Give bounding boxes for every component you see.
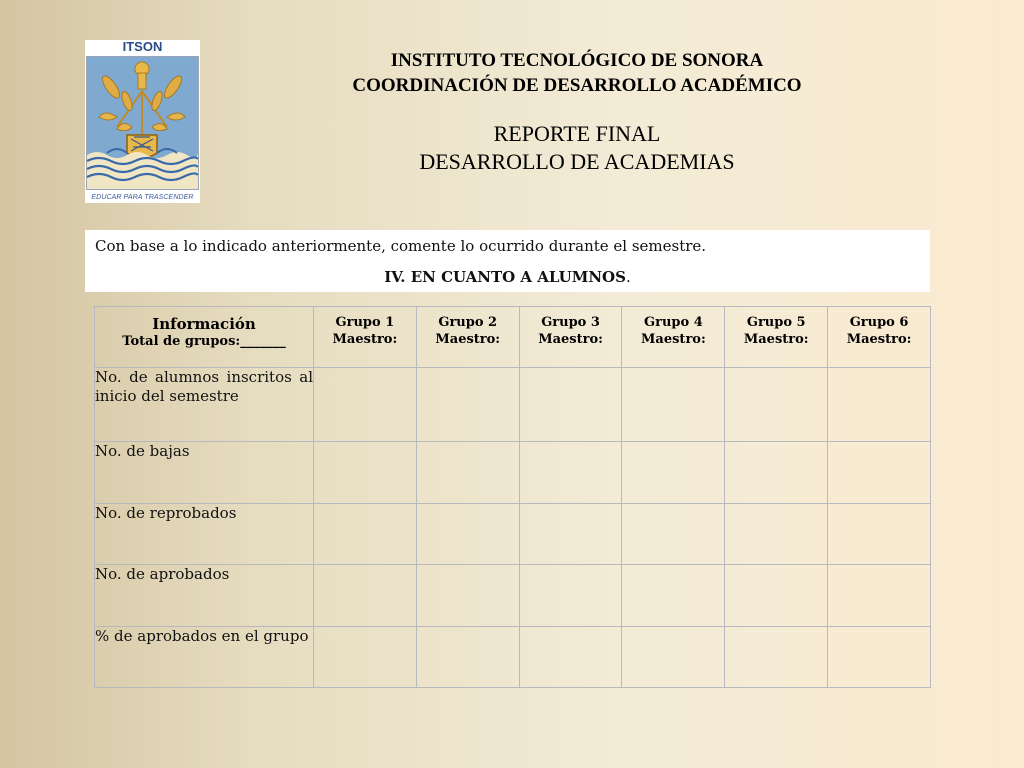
table-cell[interactable] [622,442,725,504]
group-name: Grupo 4 [644,315,703,330]
itson-emblem-icon [86,56,199,190]
report-title-line1: REPORTE FINAL [493,121,661,146]
table-cell[interactable] [828,368,931,442]
group-header-3 [519,307,622,368]
table-cell[interactable] [519,504,622,565]
table-cell[interactable] [725,627,828,688]
section-heading [85,267,930,287]
table-cell[interactable] [314,368,417,442]
section-title: IV. EN CUANTO A ALUMNOS [384,268,626,286]
institution-heading [280,48,874,98]
table-cell[interactable] [622,504,725,565]
table-cell[interactable] [828,627,931,688]
group-name: Grupo 2 [438,315,498,330]
table-cell[interactable] [416,627,519,688]
table-cell[interactable] [519,565,622,627]
table-cell[interactable] [416,442,519,504]
row-label-passed: No. de aprobados [95,565,314,627]
group-header-2 [416,307,519,368]
table-cell[interactable] [519,627,622,688]
table-cell[interactable] [622,368,725,442]
table-cell[interactable] [725,565,828,627]
table-cell[interactable] [314,565,417,627]
group-header-4 [622,307,725,368]
table-cell[interactable] [622,565,725,627]
group-teacher-label: Maestro: [641,332,706,347]
table-cell[interactable] [828,504,931,565]
table-row [95,368,931,442]
intro-box [85,230,930,292]
group-header-6 [828,307,931,368]
group-header-5 [725,307,828,368]
table-cell[interactable] [828,565,931,627]
group-name: Grupo 3 [541,315,600,330]
table-cell[interactable] [416,504,519,565]
report-title-line2: DESARROLLO DE ACADEMIAS [419,149,735,174]
table-cell[interactable] [725,368,828,442]
intro-text: Con base a lo indicado anteriormente, comente lo ocurrido durante el semestre. [95,237,707,255]
table-cell[interactable] [828,442,931,504]
group-name: Grupo 6 [849,315,909,330]
table-row [95,442,931,504]
students-table [94,306,931,688]
group-teacher-label: Maestro: [846,332,912,347]
group-teacher-label: Maestro: [743,332,809,347]
itson-logo [85,40,200,203]
info-header-title: Información [152,315,256,333]
table-cell[interactable] [314,627,417,688]
logo-motto: EDUCAR PARA TRASCENDER [91,194,194,201]
group-name: Grupo 1 [335,315,395,330]
group-name: Grupo 5 [746,315,806,330]
table-row [95,627,931,688]
row-label-dropouts: No. de bajas [95,442,314,504]
row-label-enrolled: No. de alumnos inscritos al inicio del semestre [95,368,314,442]
coordination-name: COORDINACIÓN DE DESARROLLO ACADÉMICO [352,75,802,96]
table-cell[interactable] [416,565,519,627]
info-header-cell [95,307,314,368]
row-label-pass-rate: % de aprobados en el grupo [95,627,314,688]
logo-name: ITSON [122,39,163,54]
table-cell[interactable] [416,368,519,442]
section-title-period: . [625,268,631,286]
table-cell[interactable] [519,442,622,504]
table-cell[interactable] [622,627,725,688]
group-teacher-label: Maestro: [435,332,501,347]
table-cell[interactable] [519,368,622,442]
institution-name: INSTITUTO TECNOLÓGICO DE SONORA [390,50,764,71]
table-cell[interactable] [725,504,828,565]
total-groups-label: Total de grupos:_______ [122,334,286,349]
table-cell[interactable] [314,442,417,504]
report-title [280,120,874,176]
table-row [95,565,931,627]
group-teacher-label: Maestro: [332,332,398,347]
group-teacher-label: Maestro: [538,332,603,347]
group-header-1 [314,307,417,368]
row-label-failed: No. de reprobados [95,504,314,565]
table-header-row [95,307,931,368]
table-row [95,504,931,565]
table-cell[interactable] [725,442,828,504]
table-cell[interactable] [314,504,417,565]
